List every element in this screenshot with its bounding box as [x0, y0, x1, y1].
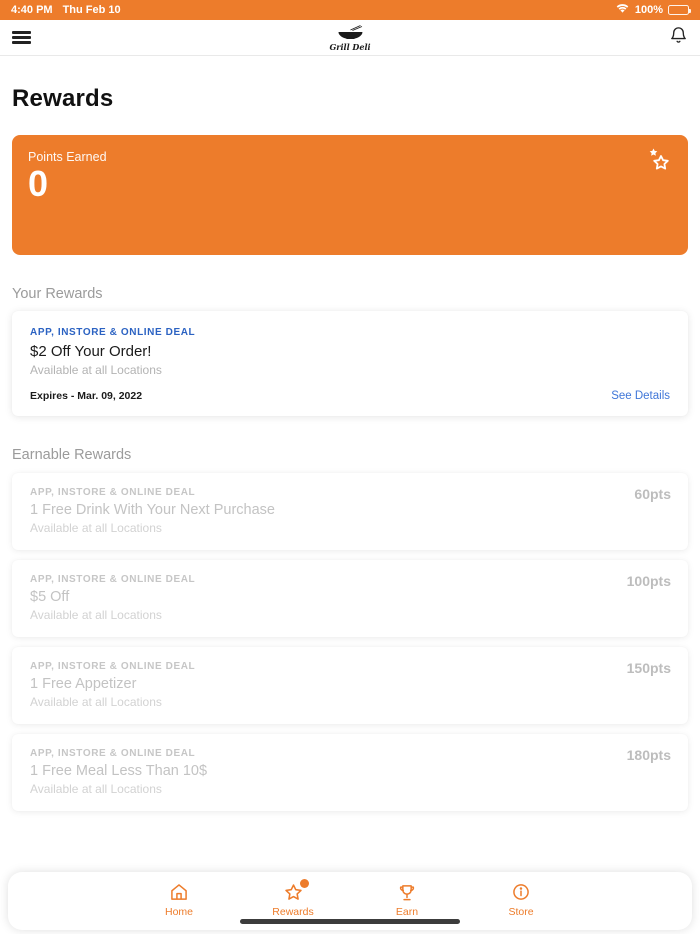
your-rewards-heading: Your Rewards: [12, 286, 103, 302]
reward-title: $2 Off Your Order!: [30, 343, 152, 360]
reward-points: 60pts: [634, 486, 671, 502]
tab-rewards-label: Rewards: [272, 906, 314, 918]
battery-icon: [668, 5, 689, 15]
reward-availability: Available at all Locations: [30, 363, 162, 377]
status-date: Thu Feb 10: [62, 4, 121, 16]
status-time: 4:40 PM: [11, 4, 53, 16]
reward-points: 180pts: [626, 747, 671, 763]
see-details-link[interactable]: See Details: [611, 390, 670, 402]
reward-title: 1 Free Appetizer: [30, 676, 137, 692]
app-logo: [329, 25, 370, 51]
reward-card[interactable]: [12, 311, 688, 416]
home-indicator[interactable]: [240, 919, 460, 924]
battery-percent: 100%: [634, 4, 663, 16]
earnable-reward-card[interactable]: [12, 473, 688, 550]
rewards-star-icon: [283, 881, 304, 903]
reward-points: 100pts: [626, 573, 671, 589]
reward-availability: Available at all Locations: [30, 782, 162, 796]
main-content: [0, 85, 700, 811]
store-info-icon: [511, 881, 531, 903]
reward-title: 1 Free Meal Less Than 10$: [30, 763, 208, 779]
tab-earn-label: Earn: [395, 906, 419, 918]
reward-tag: APP, INSTORE & ONLINE DEAL: [30, 661, 196, 672]
page-title: Rewards: [12, 85, 114, 112]
logo-text: Grill Deli: [329, 41, 371, 52]
reward-tag: APP, INSTORE & ONLINE DEAL: [30, 487, 196, 498]
status-bar: [0, 0, 700, 20]
tab-home[interactable]: [122, 881, 236, 918]
app-header: [0, 20, 700, 56]
home-icon: [169, 881, 189, 903]
reward-points: 150pts: [626, 660, 671, 676]
reward-tag: APP, INSTORE & ONLINE DEAL: [30, 748, 196, 759]
reward-tag: APP, INSTORE & ONLINE DEAL: [30, 574, 196, 585]
tab-rewards[interactable]: [236, 881, 350, 918]
reward-title: $5 Off: [30, 589, 70, 605]
earnable-reward-card[interactable]: [12, 734, 688, 811]
reward-tag: APP, INSTORE & ONLINE DEAL: [30, 327, 196, 338]
reward-availability: Available at all Locations: [30, 608, 162, 622]
menu-button[interactable]: [12, 29, 31, 47]
tab-store[interactable]: [464, 881, 578, 918]
bowl-chopsticks-icon: [330, 25, 370, 39]
reward-availability: Available at all Locations: [30, 521, 162, 535]
points-earned-value: 0: [28, 163, 49, 204]
points-earned-card[interactable]: [12, 135, 688, 255]
notifications-bell-icon[interactable]: [669, 25, 688, 50]
wifi-icon: [615, 3, 630, 17]
star-badge-icon: [646, 147, 674, 180]
tab-store-label: Store: [508, 906, 534, 918]
rewards-notification-badge: [300, 879, 309, 888]
reward-expiry: Expires - Mar. 09, 2022: [30, 390, 143, 402]
trophy-icon: [397, 881, 417, 903]
reward-availability: Available at all Locations: [30, 695, 162, 709]
tab-earn[interactable]: [350, 881, 464, 918]
earnable-reward-card[interactable]: [12, 560, 688, 637]
earnable-reward-card[interactable]: [12, 647, 688, 724]
earnable-rewards-heading: Earnable Rewards: [12, 447, 132, 463]
reward-title: 1 Free Drink With Your Next Purchase: [30, 502, 275, 518]
points-earned-label: Points Earned: [28, 150, 107, 164]
tab-home-label: Home: [164, 906, 193, 918]
